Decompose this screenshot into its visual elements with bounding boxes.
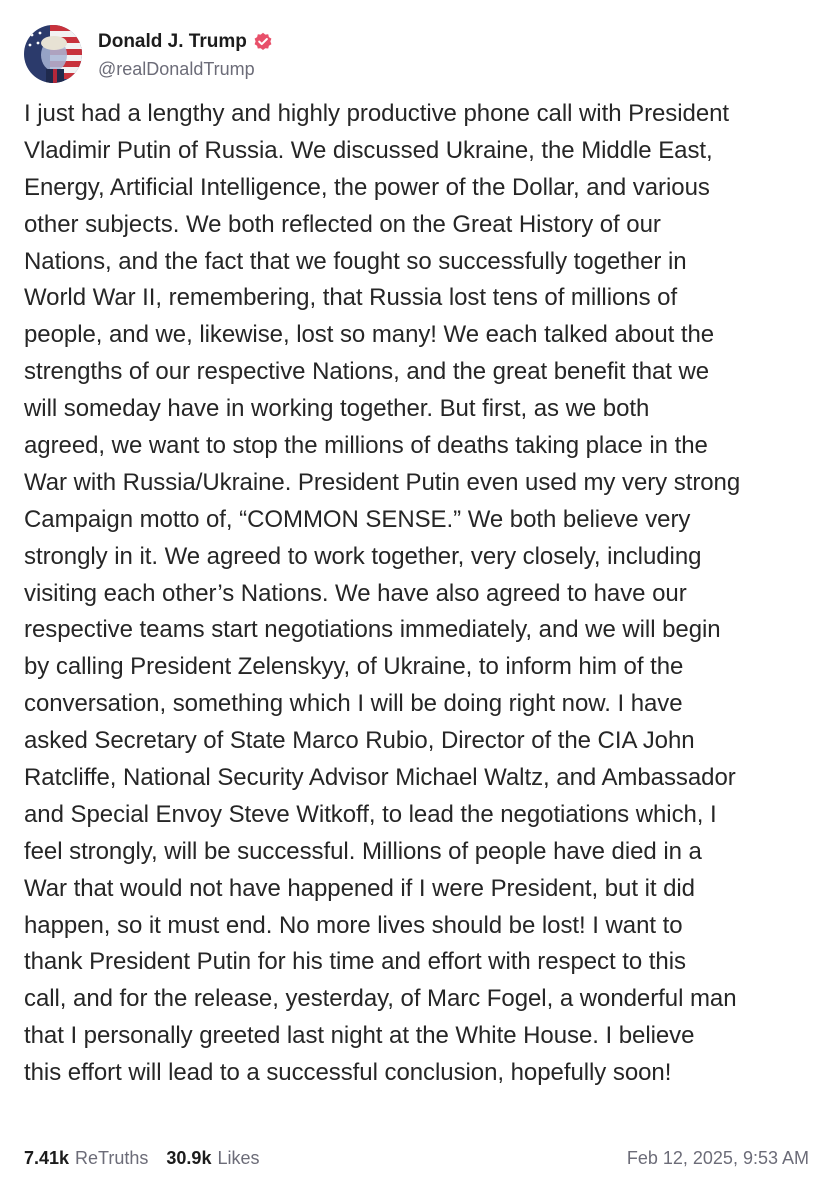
retruths-count: 7.41k <box>24 1147 70 1168</box>
post-footer <box>24 1143 809 1173</box>
post-text-line: respective teams start negotiations immediately, and we will begin <box>24 616 721 644</box>
post-text-line: feel strongly, will be successful. Millions of people have died in a <box>24 837 702 865</box>
likes-count: 30.9k <box>166 1147 212 1168</box>
display-name-row <box>98 29 273 55</box>
display-name[interactable]: Donald J. Trump <box>98 30 247 52</box>
post-text-line: strongly in it. We agreed to work together, very closely, including <box>24 542 702 570</box>
post-text-line: that I personally greeted last night at the White House. I believe <box>24 1022 695 1050</box>
post-text-line: Nations, and the fact that we fought so successfully together in <box>24 247 687 275</box>
post-text-line: by calling President Zelenskyy, of Ukraine, to inform him of the <box>24 653 684 681</box>
post-text-line: Campaign motto of, “COMMON SENSE.” We both believe very <box>24 505 691 533</box>
post-text-line: agreed, we want to stop the millions of deaths taking place in the <box>24 432 708 460</box>
avatar[interactable] <box>24 25 82 83</box>
post-text-line: this effort will lead to a successful conclusion, hopefully soon! <box>24 1059 672 1087</box>
likes-stat[interactable] <box>166 1148 259 1169</box>
post-text-line: strengths of our respective Nations, and the great benefit that we <box>24 358 710 386</box>
post-text-line: War that would not have happened if I were President, but it did <box>24 874 695 902</box>
post-text <box>24 96 824 1092</box>
post-text-line: Ratcliffe, National Security Advisor Michael Waltz, and Ambassador <box>24 764 736 792</box>
verified-badge-icon <box>253 32 273 52</box>
post-text-line: asked Secretary of State Marco Rubio, Director of the CIA John <box>24 727 695 755</box>
post-text-line: World War II, remembering, that Russia lost tens of millions of <box>24 284 678 312</box>
post-text-line: will someday have in working together. But first, as we both <box>24 395 650 423</box>
likes-label: Likes <box>217 1147 260 1168</box>
post-text-line: War with Russia/Ukraine. President Putin even used my very strong <box>24 468 741 496</box>
post-text-line: Vladimir Putin of Russia. We discussed Ukraine, the Middle East, <box>24 136 713 164</box>
post-text-line: conversation, something which I will be doing right now. I have <box>24 690 683 718</box>
post-header <box>24 24 273 84</box>
post-text-line: call, and for the release, yesterday, of Marc Fogel, a wonderful man <box>24 985 737 1013</box>
author-names <box>98 29 273 80</box>
post-text-line: and Special Envoy Steve Witkoff, to lead the negotiations which, I <box>24 800 717 828</box>
post-text-line: Energy, Artificial Intelligence, the power of the Dollar, and various <box>24 173 710 201</box>
retruths-label: ReTruths <box>75 1147 149 1168</box>
post-text-line: I just had a lengthy and highly productive phone call with President <box>24 100 730 127</box>
post-text-line: happen, so it must end. No more lives should be lost! I want to <box>24 911 683 939</box>
retruths-stat[interactable] <box>24 1148 148 1169</box>
post-text-line: people, and we, likewise, lost so many! We each talked about the <box>24 321 715 349</box>
author-handle[interactable]: @realDonaldTrump <box>98 58 255 79</box>
post-text-line: thank President Putin for his time and effort with respect to this <box>24 948 686 976</box>
post-text-line: visiting each other’s Nations. We have also agreed to have our <box>24 579 687 607</box>
avatar-portrait-flag <box>24 25 82 83</box>
post-text-line: other subjects. We both reflected on the Great History of our <box>24 210 661 238</box>
post-timestamp[interactable]: Feb 12, 2025, 9:53 AM <box>626 1147 809 1168</box>
